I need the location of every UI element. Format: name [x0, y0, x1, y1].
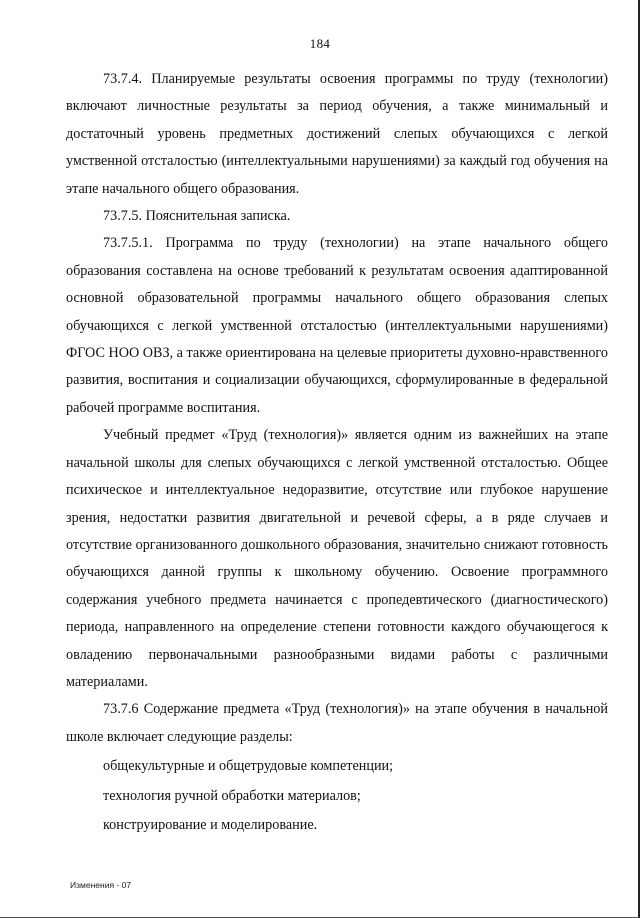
list-item-construction-modeling: конструирование и моделирование.: [103, 816, 318, 833]
paragraph-program-basis: 73.7.5.1. Программа по труду (технологии) на этапе начального общего образования составлена на основе требований к результатам освоения адаптированной основной образовательной программы начального общего образования слепых обучающихся с легкой умственной отсталостью (интеллектуальными нарушениями) ФГОС НОО ОВЗ, а также ориентирована на целевые приоритеты духовно-нравственного развития, воспитания и социализации обучающихся, сформулированные в федеральной рабочей программе воспитания.: [66, 235, 608, 416]
paragraph-subject-content: 73.7.6 Содержание предмета «Труд (технология)» на этапе обучения в начальной школе включает следующие разделы:: [66, 701, 608, 745]
document-body: [66, 66, 608, 839]
page-number: 184: [309, 36, 331, 51]
paragraph-explanatory-note-heading: 73.7.5. Пояснительная записка.: [103, 208, 291, 225]
footer-revision-note: Изменения - 07: [70, 880, 132, 890]
list-item-competencies: общекультурные и общетрудовые компетенции;: [103, 758, 394, 775]
list-item-manual-processing: технология ручной обработки материалов;: [103, 787, 361, 804]
paragraph-subject-importance: Учебный предмет «Труд (технология)» является одним из важнейших на этапе начальной школы для слепых обучающихся с легкой умственной отсталостью. Общее психическое и интеллектуальное недоразвитие, отсутствие или глубокое нарушение зрения, недостатки развития двигательной и речевой сферы, а в ряде случаев и отсутствие организованного дошкольного образования, значительно снижают готовность обучающихся данной группы к школьному обучению. Освоение программного содержания учебного предмета начинается с пропедевтического (диагностического) периода, направленного на определение степени готовности каждого обучающегося к овладению первоначальными разнообразными видами работы с различными материалами.: [66, 427, 608, 690]
paragraph-planned-results: 73.7.4. Планируемые результаты освоения программы по труду (технологии) включают личностные результаты за период обучения, а также минимальный и достаточный уровень предметных достижений слепых обучающихся с легкой умственной отсталостью (интеллектуальными нарушениями) за каждый год обучения на этапе начального общего образования.: [66, 71, 608, 197]
